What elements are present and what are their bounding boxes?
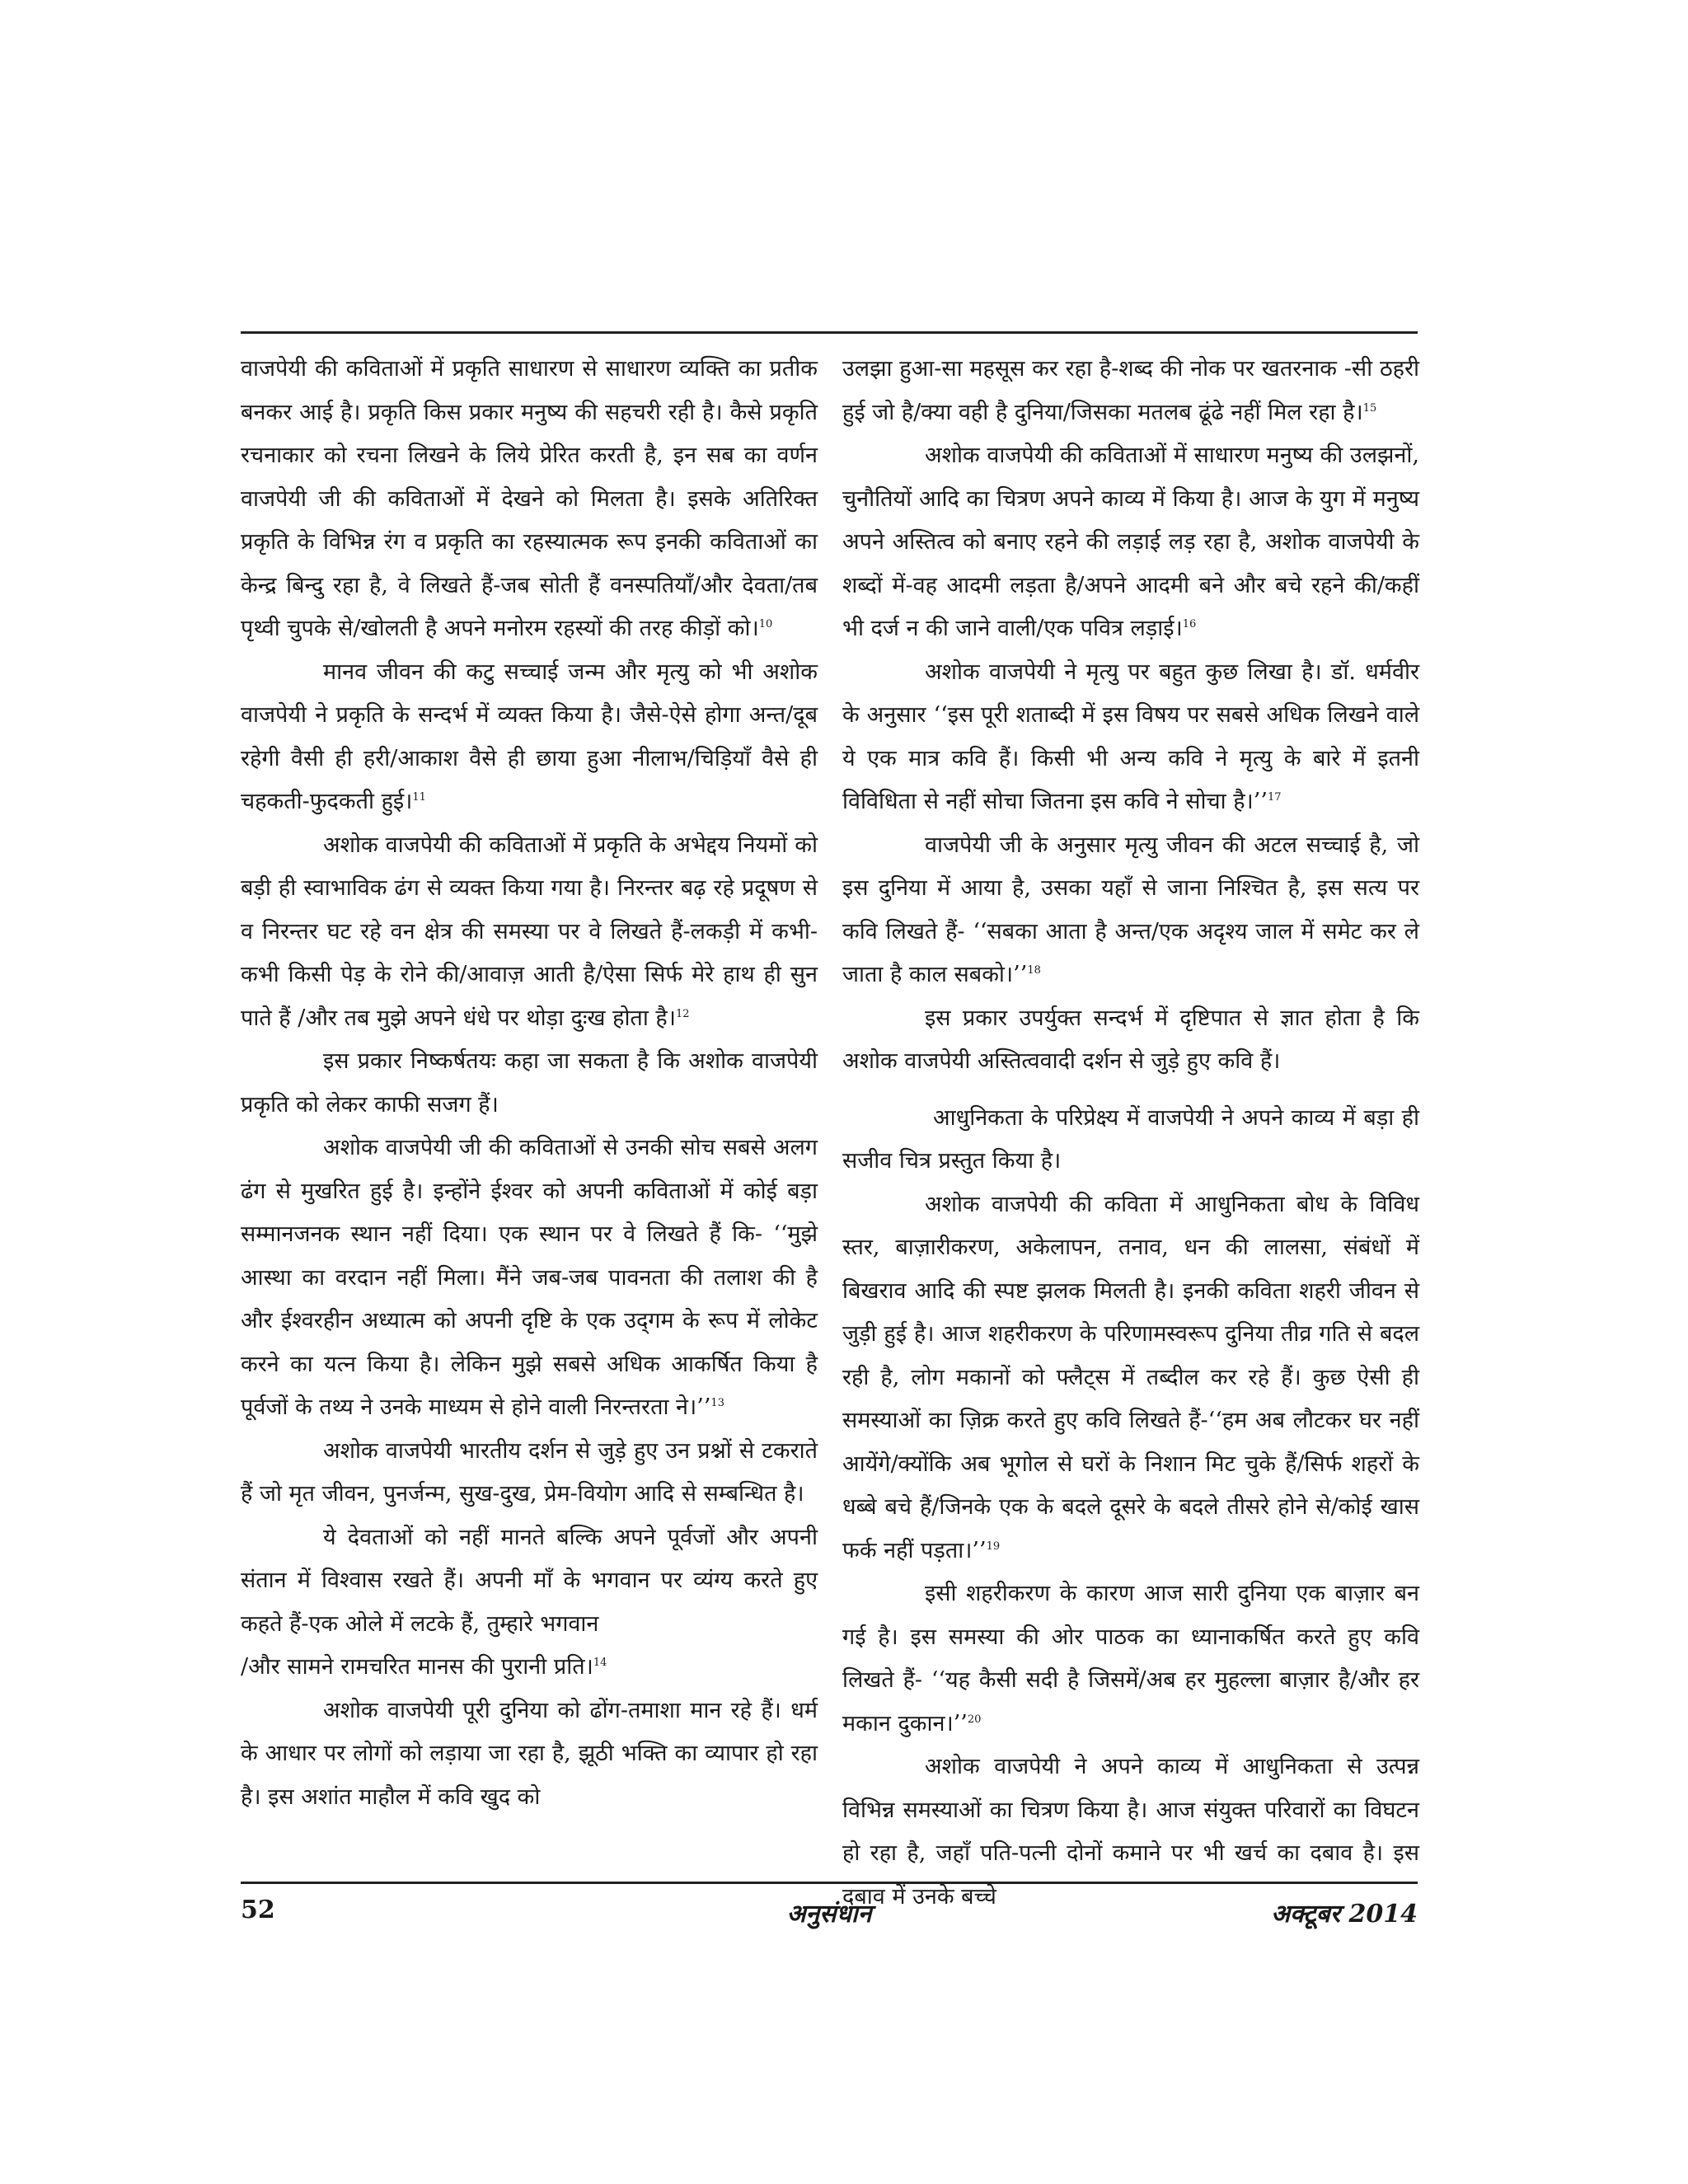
paragraph: उलझा हुआ-सा महसूस कर रहा है-शब्द की नोक पर खतरनाक -सी ठहरी हुई जो है/क्या वही है दुनिया/जिसका मतलब ढूंढे नहीं मिल रहा है।$^{15}$ (842, 356, 1419, 425)
paragraph: अशोक वाजपेयी भारतीय दर्शन से जुड़े हुए उन प्रश्नों से टकराते हैं जो मृत जीवन, पुनर्जन्म, सुख-दुख, प्रेम-वियोग आदि से सम्बन्धित है। (241, 1437, 818, 1507)
journal-title: अनुसंधान (786, 1900, 872, 1929)
paragraph: इस प्रकार निष्कर्षतयः कहा जा सकता है कि अशोक वाजपेयी प्रकृति को लेकर काफी सजग हैं। (241, 1048, 818, 1118)
footnote-ref: 15 (1362, 401, 1377, 415)
footnote-ref: 20 (967, 1713, 982, 1726)
paragraph: अशोक वाजपेयी पूरी दुनिया को ढोंग-तमाशा मान रहे हैं। धर्म के आधार पर लोगों को लड़ाया जा रहा है, झूठी भक्ति का व्यापार हो रहा है। इस अशांत माहौल में कवि खुद को (241, 1697, 818, 1810)
right-column (842, 348, 1419, 1910)
footnote-ref: 14 (593, 1657, 607, 1669)
footnote-ref: 10 (758, 618, 773, 630)
bottom-rule (241, 1882, 1418, 1884)
top-rule (241, 331, 1418, 334)
paragraph: अशोक वाजपेयी की कविताओं में साधारण मनुष्य की उलझनों, चुनौतियों आदि का चित्रण अपने काव्य में किया है। आज के युग में मनुष्य अपने अस्तित्व को बनाए रहने की लड़ाई लड़ रहा है, अशोक वाजपेयी के शब्दों में-वह आदमी लड़ता है/अपने आदमी बने और बचे रहने की/कहीं भी दर्ज न की जाने वाली/एक पवित्र लड़ाई।$^{16}$ (842, 443, 1419, 641)
footnote-ref: 17 (1267, 791, 1282, 804)
paragraph: इस प्रकार उपर्युक्त सन्दर्भ में दृष्टिपात से ज्ञात होता है कि अशोक वाजपेयी अस्तित्ववादी दर्शन से जुड़े हुए कवि हैं। (842, 1005, 1419, 1074)
paragraph: अशोक वाजपेयी की कविता में आधुनिकता बोध के विविध स्तर, बाज़ारीकरण, अकेलापन, तनाव, धन की लालसा, संबंधों में बिखराव आदि की स्पष्ट झलक मिलती है। इनकी कविता शहरी जीवन से जुड़ी हुई है। आज शहरीकरण के परिणामस्वरूप दुनिया तीव्र गति से बदल रही है, लोग मकानों को फ्लैट्स में तब्दील कर रहे हैं। कुछ ऐसी ही समस्याओं का ज़िक्र करते हुए कवि लिखते हैं-‘‘हम अब लौटकर घर नहीं आयेंगे/क्योंकि अब भूगोल से घरों के निशान मिट चुके हैं/सिर्फ शहरों के धब्बे बचे हैं/जिनके एक के बदले दूसरे के बदले तीसरे होने से/कोई खास फर्क नहीं पड़ता।’’$^{19}$ (842, 1191, 1419, 1563)
issue-date: अक्टूबर 2014 (1271, 1900, 1418, 1929)
paragraph: अशोक वाजपेयी जी की कविताओं से उनकी सोच सबसे अलग ढंग से मुखरित हुई है। इन्होंने ईश्वर को अपनी कविताओं में कोई बड़ा सम्मानजनक स्थान नहीं दिया। एक स्थान पर वे लिखते हैं कि- ‘‘मुझे आस्था का वरदान नहीं मिला। मैंने जब-जब पावनता की तलाश की है और ईश्वरहीन अध्यात्म को अपनी दृष्टि के एक उद्‌गम के रूप में लोकेट करने का यत्न किया है। लेकिन मुझे सबसे अधिक आकर्षित किया है पूर्वजों के तथ्य ने उनके माध्यम से होने वाली निरन्तरता ने।’’$^{13}$ (241, 1135, 818, 1420)
footnote-ref: 13 (710, 1397, 724, 1409)
paragraph: अशोक वाजपेयी की कविताओं में प्रकृति के अभेद्दय नियमों को बड़ी ही स्वाभाविक ढंग से व्यक्त किया गया है। निरन्तर बढ़ रहे प्रदूषण से व निरन्तर घट रहे वन क्षेत्र की समस्या पर वे लिखते हैं-लकड़ी में कभी-कभी किसी पेड़ के रोने की/आवाज़ आती है/ऐसा सिर्फ मेरे हाथ ही सुन पाते हैं /और तब मुझे अपने धंधे पर थोड़ा दुःख होता है।$^{12}$ (241, 832, 818, 1031)
paragraph: आधुनिकता के परिप्रेक्ष्य में वाजपेयी ने अपने काव्य में बड़ा ही सजीव चित्र प्रस्तुत किया है। (842, 1104, 1419, 1174)
left-column (241, 348, 818, 1872)
paragraph: ये देवताओं को नहीं मानते बल्कि अपने पूर्वजों और अपनी संतान में विश्वास रखते हैं। अपनी माँ के भगवान पर व्यंग्य करते हुए कहते हैं-एक ओले में लटके हैं, तुम्हारे भगवान (241, 1524, 818, 1637)
page-number: 52 (241, 1896, 275, 1924)
footnote-ref: 16 (1182, 618, 1197, 630)
footnote-ref: 12 (675, 1007, 690, 1020)
page-footer (241, 1896, 1418, 1937)
paragraph: /और सामने रामचरित मानस की पुरानी प्रति।$^{14}$ (241, 1654, 607, 1680)
paragraph: अशोक वाजपेयी ने मृत्यु पर बहुत कुछ लिखा है। डॉ. धर्मवीर के अनुसार ‘‘इस पूरी शताब्दी में इस विषय पर सबसे अधिक लिखने वाले ये एक मात्र कवि हैं। किसी भी अन्य कवि ने मृत्यु के बारे में इतनी विविधिता से नहीं सोचा जितना इस कवि ने सोचा है।’’$^{17}$ (842, 658, 1419, 814)
footnote-ref: 18 (1027, 964, 1041, 977)
paragraph: अशोक वाजपेयी ने अपने काव्य में आधुनिकता से उत्पन्न विभिन्न समस्याओं का चित्रण किया है। आज संयुक्त परिवारों का विघटन हो रहा है, जहाँ पति-पत्नी दोनों कमाने पर भी खर्च का दबाव है। इस दबाव में उनके बच्चे (842, 1754, 1419, 1910)
paragraph: वाजपेयी जी के अनुसार मृत्यु जीवन की अटल सच्चाई है, जो इस दुनिया में आया है, उसका यहाँ से जाना निश्चित है, इस सत्य पर कवि लिखते हैं- ‘‘सबका आता है अन्त/एक अदृश्य जाल में समेट कर ले जाता है काल सबको।’’$^{18}$ (842, 832, 1419, 987)
paragraph: इसी शहरीकरण के कारण आज सारी दुनिया एक बाज़ार बन गई है। इस समस्या की ओर पाठक का ध्यानाकर्षित करते हुए कवि लिखते हैं- ‘‘यह कैसी सदी है जिसमें/अब हर मुहल्ला बाज़ार है/और हर मकान दुकान।’’$^{20}$ (842, 1581, 1419, 1736)
footnote-ref: 11 (412, 791, 426, 804)
footnote-ref: 19 (986, 1540, 1001, 1553)
paragraph: मानव जीवन की कटु सच्चाई जन्म और मृत्यु को भी अशोक वाजपेयी ने प्रकृति के सन्दर्भ में व्यक्त किया है। जैसे-ऐसे होगा अन्त/दूब रहेगी वैसी ही हरी/आकाश वैसे ही छाया हुआ नीलाभ/चिड़ियाँ वैसे ही चहकती-फुदकती हुई।$^{11}$ (241, 658, 818, 814)
paragraph: वाजपेयी की कविताओं में प्रकृति साधारण से साधारण व्यक्ति का प्रतीक बनकर आई है। प्रकृति किस प्रकार मनुष्य की सहचरी रही है। कैसे प्रकृति रचनाकार को रचना लिखने के लिये प्रेरित करती है, इन सब का वर्णन वाजपेयी जी की कविताओं में देखने को मिलता है। इसके अतिरिक्त प्रकृति के विभिन्न रंग व प्रकृति का रहस्यात्मक रूप इनकी कविताओं का केन्द्र बिन्दु रहा है, वे लिखते हैं-जब सोती हैं वनस्पतियाँ/और देवता/तब पृथ्वी चुपके से/खोलती है अपने मनोरम रहस्यों की तरह कीड़ों को।$^{10}$ (241, 356, 818, 641)
